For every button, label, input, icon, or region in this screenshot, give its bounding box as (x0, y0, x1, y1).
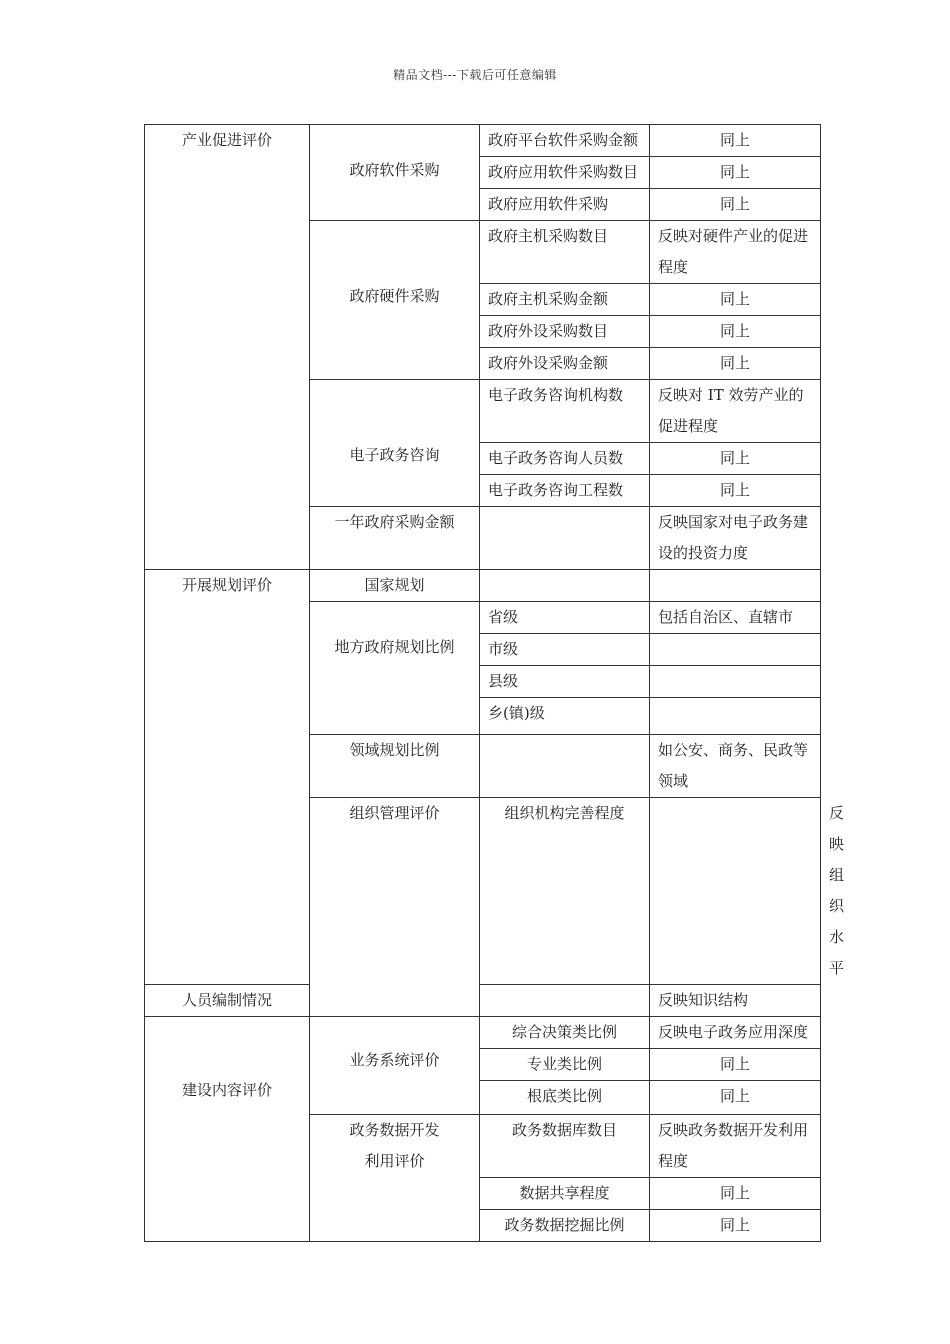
note-cell: 包括自治区、直辖市 (650, 602, 821, 634)
note-cell: 同上 (650, 475, 821, 507)
table-row (145, 1017, 821, 1049)
note-cell: 反映电子政务应用深度 (650, 1017, 821, 1049)
item-cell: 县级 (480, 666, 650, 698)
subcategory-cell: 地方政府规划比例 (310, 602, 480, 735)
note-cell: 同上 (650, 125, 821, 157)
item-cell: 政府平台软件采购金额 (480, 125, 650, 157)
item-cell: 电子政务咨询人员数 (480, 443, 650, 475)
item-cell: 电子政务咨询机构数 (480, 380, 650, 443)
item-cell: 政府主机采购金额 (480, 284, 650, 316)
note-cell: 同上 (650, 1178, 821, 1210)
category-cell-org: 组织管理评价 (310, 798, 480, 1017)
subcategory-cell: 政务数据开发利用评价 (310, 1115, 480, 1242)
item-cell: 数据共享程度 (480, 1178, 650, 1210)
subcategory-cell: 国家规划 (310, 570, 480, 602)
category-cell-planning: 开展规划评价 (145, 570, 310, 985)
category-cell-content: 建设内容评价 (145, 1017, 310, 1242)
item-cell: 政务数据挖掘比例 (480, 1210, 650, 1242)
evaluation-table (144, 124, 845, 1242)
item-cell: 省级 (480, 602, 650, 634)
item-cell: 政府外设采购金额 (480, 348, 650, 380)
note-cell: 同上 (650, 316, 821, 348)
item-cell (650, 798, 821, 985)
note-cell: 同上 (650, 1081, 821, 1115)
item-cell: 综合决策类比例 (480, 1017, 650, 1049)
subcategory-cell: 政府软件采购 (310, 125, 480, 221)
item-cell: 政府应用软件采购 (480, 189, 650, 221)
page-header: 精品文档---下载后可任意编辑 (393, 68, 557, 82)
subcategory-cell: 电子政务咨询 (310, 380, 480, 507)
item-cell: 根底类比例 (480, 1081, 650, 1115)
note-cell: 反映知识结构 (650, 985, 821, 1017)
subcategory-cell: 政府硬件采购 (310, 221, 480, 380)
item-cell: 政府主机采购数目 (480, 221, 650, 284)
note-cell: 同上 (650, 157, 821, 189)
item-cell: 电子政务咨询工程数 (480, 475, 650, 507)
note-cell: 反映对 IT 效劳产业的促进程度 (650, 380, 821, 443)
note-cell: 同上 (650, 189, 821, 221)
subcategory-cell: 人员编制情况 (145, 985, 310, 1017)
note-cell: 反映政务数据开发利用程度 (650, 1115, 821, 1178)
table-row (145, 985, 821, 1017)
note-cell: 同上 (650, 284, 821, 316)
note-cell: 同上 (650, 1049, 821, 1081)
item-cell (480, 735, 650, 798)
note-cell: 同上 (650, 443, 821, 475)
note-cell: 同上 (650, 1210, 821, 1242)
item-cell (480, 507, 650, 570)
note-cell: 反映国家对电子政务建设的投资力度 (650, 507, 821, 570)
item-cell: 专业类比例 (480, 1049, 650, 1081)
category-cell-industry: 产业促进评价 (145, 125, 310, 570)
subcategory-cell: 业务系统评价 (310, 1017, 480, 1115)
subcategory-cell: 一年政府采购金额 (310, 507, 480, 570)
note-cell (650, 634, 821, 666)
note-cell (650, 698, 821, 735)
item-cell: 乡(镇)级 (480, 698, 650, 735)
note-cell (650, 666, 821, 698)
table-row (145, 570, 821, 602)
table-row: 组织管理评价 组织机构完善程度 反映组织水平 (145, 798, 821, 985)
item-cell: 政府外设采购数目 (480, 316, 650, 348)
note-cell (650, 570, 821, 602)
note-cell: 反映对硬件产业的促进程度 (650, 221, 821, 284)
subcategory-cell: 领域规划比例 (310, 735, 480, 798)
item-cell (480, 570, 650, 602)
subcategory-cell: 组织机构完善程度 (480, 798, 650, 985)
note-cell: 同上 (650, 348, 821, 380)
item-cell: 市级 (480, 634, 650, 666)
item-cell: 政府应用软件采购数目 (480, 157, 650, 189)
item-cell: 政务数据库数目 (480, 1115, 650, 1178)
item-cell (480, 985, 650, 1017)
note-cell: 如公安、商务、民政等领域 (650, 735, 821, 798)
table-row (145, 125, 821, 157)
